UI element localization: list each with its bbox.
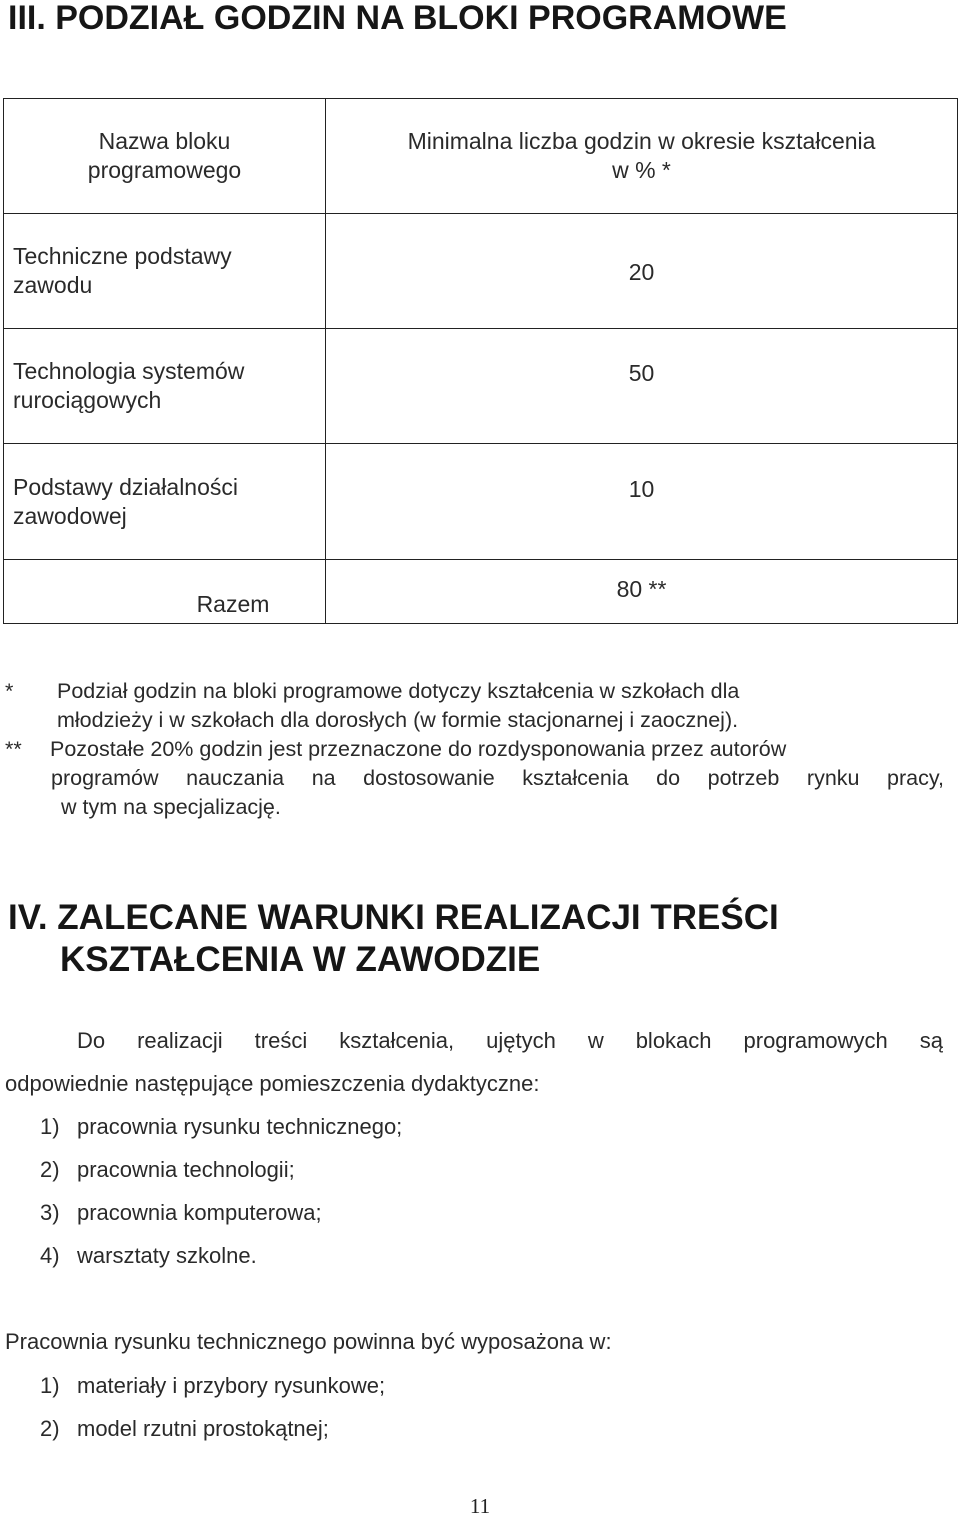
table-row-divider bbox=[4, 443, 957, 444]
list-item-number: 1) bbox=[40, 1114, 60, 1139]
table-header-name bbox=[4, 127, 325, 185]
table-row-name-line: zawodowej bbox=[13, 503, 127, 529]
table-header-name-line: programowego bbox=[87, 157, 242, 183]
table-row-value: 50 bbox=[628, 360, 655, 386]
page-number: 11 bbox=[469, 1494, 491, 1518]
footnote-text: w tym na specjalizację. bbox=[61, 795, 281, 819]
table-total-label: Razem bbox=[196, 591, 270, 617]
paragraph-text: Pracownia rysunku technicznego powinna być wyposażona w: bbox=[5, 1329, 612, 1354]
table-row-value: 20 bbox=[628, 259, 655, 285]
hours-table bbox=[3, 98, 958, 624]
section-heading: IV. ZALECANE WARUNKI REALIZACJI TREŚCI bbox=[8, 898, 779, 937]
list-item-number: 4) bbox=[40, 1243, 60, 1268]
list-item-number: 2) bbox=[40, 1416, 60, 1441]
table-header-hours bbox=[326, 127, 957, 185]
table-header-hours-line: w % * bbox=[612, 157, 671, 183]
list-item: model rzutni prostokątnej; bbox=[77, 1416, 329, 1441]
table-row-name bbox=[13, 357, 323, 415]
list-item: pracownia komputerowa; bbox=[77, 1200, 322, 1225]
list-item: materiały i przybory rysunkowe; bbox=[77, 1373, 386, 1398]
paragraph-text: odpowiednie następujące pomieszczenia dydaktyczne: bbox=[5, 1071, 540, 1096]
footnote-mark: ** bbox=[5, 737, 22, 761]
table-header-name-line: Nazwa bloku bbox=[98, 128, 231, 154]
section-heading: III. PODZIAŁ GODZIN NA BLOKI PROGRAMOWE bbox=[8, 0, 787, 37]
table-row-name-line: Technologia systemów bbox=[13, 358, 245, 384]
table-row-name bbox=[13, 242, 323, 300]
table-row-divider bbox=[4, 559, 957, 560]
paragraph-text: Do realizacji treści kształcenia, ujętych w blokach programowych są bbox=[77, 1028, 943, 1053]
table-row-divider bbox=[4, 213, 957, 214]
footnote-mark: * bbox=[5, 679, 14, 703]
section-heading: KSZTAŁCENIA W ZAWODZIE bbox=[60, 940, 541, 979]
footnote-text: Pozostałe 20% godzin jest przeznaczone do rozdysponowania przez autorów bbox=[50, 737, 787, 761]
table-row-name-line: zawodu bbox=[13, 272, 93, 298]
list-item: pracownia technologii; bbox=[77, 1157, 295, 1182]
table-row-divider bbox=[4, 328, 957, 329]
table-row-name-line: rurociągowych bbox=[13, 387, 162, 413]
footnote-text: młodzieży i w szkołach dla dorosłych (w formie stacjonarnej i zaocznej). bbox=[57, 708, 739, 732]
table-row-name bbox=[13, 473, 323, 531]
footnote-text: Podział godzin na bloki programowe dotyczy kształcenia w szkołach dla bbox=[57, 679, 740, 703]
table-header-hours-line: Minimalna liczba godzin w okresie kształcenia bbox=[407, 128, 876, 154]
table-row-value: 10 bbox=[628, 476, 655, 502]
list-item-number: 2) bbox=[40, 1157, 60, 1182]
table-total-value: 80 ** bbox=[616, 576, 667, 602]
list-item: pracownia rysunku technicznego; bbox=[77, 1114, 403, 1139]
list-item: warsztaty szkolne. bbox=[77, 1243, 257, 1268]
table-row-name-line: Techniczne podstawy bbox=[13, 243, 232, 269]
list-item-number: 3) bbox=[40, 1200, 60, 1225]
list-item-number: 1) bbox=[40, 1373, 60, 1398]
table-row-name-line: Podstawy działalności bbox=[13, 474, 239, 500]
footnote-text: programów nauczania na dostosowanie kształcenia do potrzeb rynku pracy, bbox=[51, 766, 944, 790]
